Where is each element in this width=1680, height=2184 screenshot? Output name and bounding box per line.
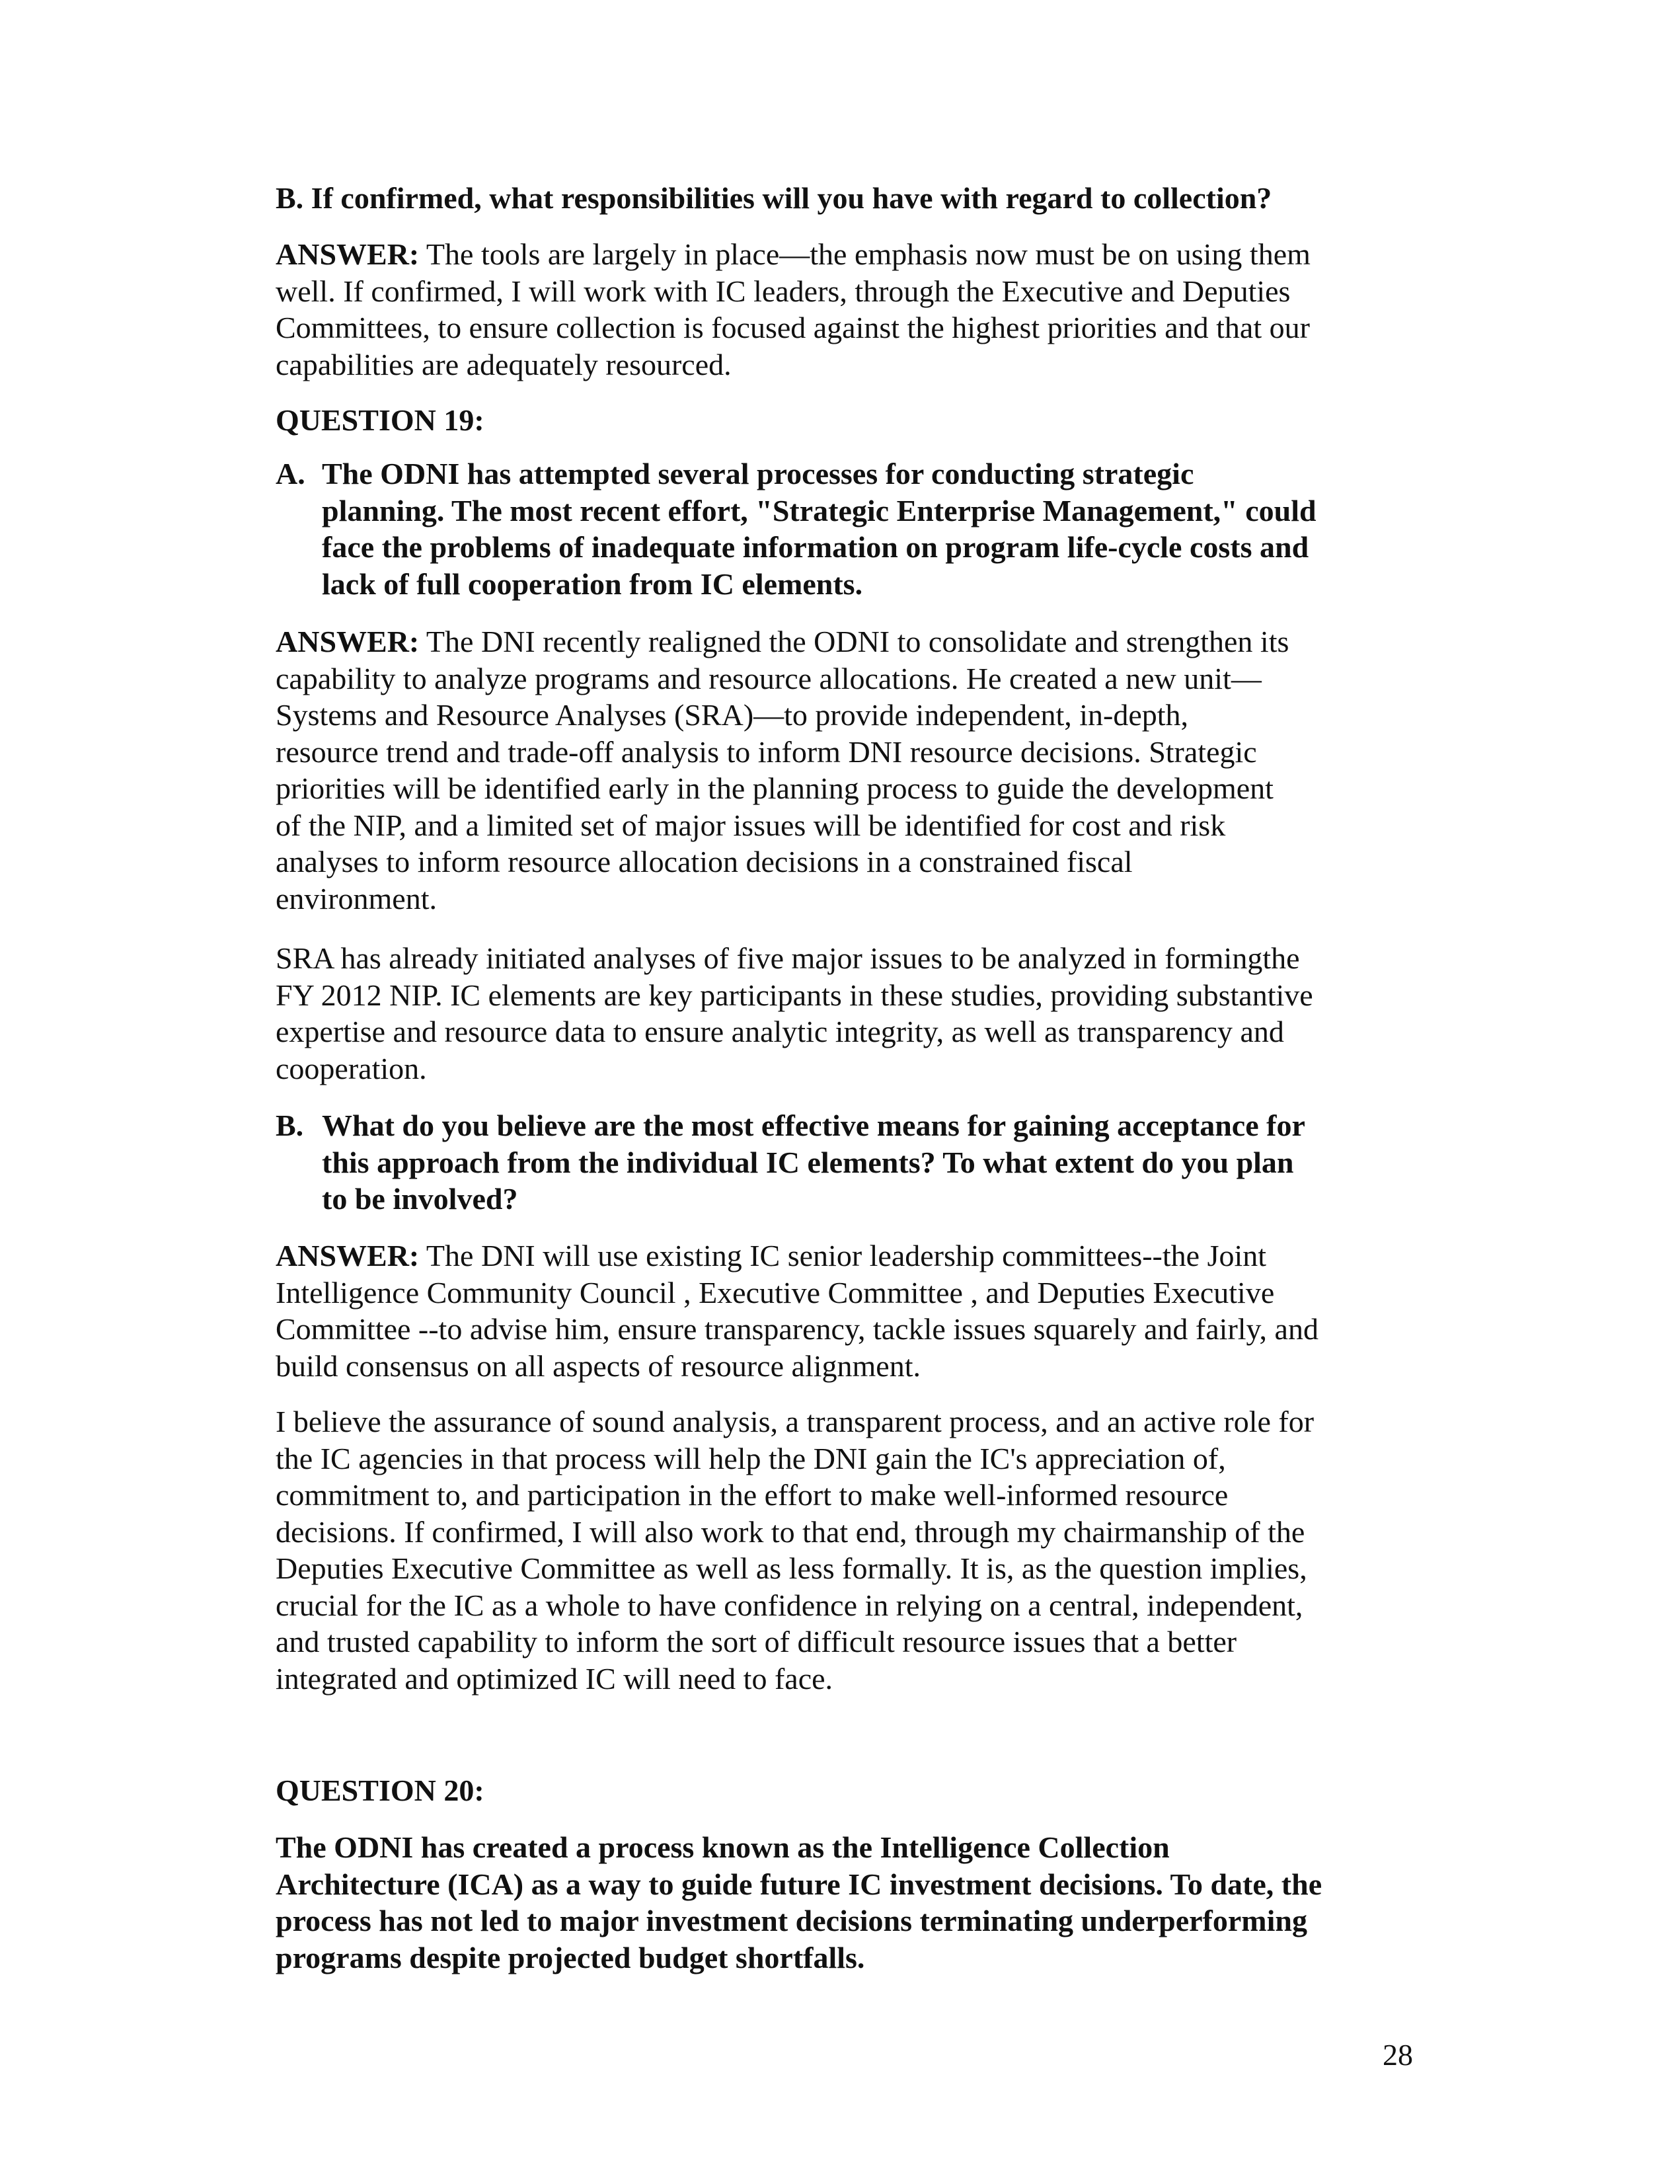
- answer-label: ANSWER:: [276, 1239, 420, 1272]
- q19a-answer-paragraph-2: SRA has already initiated analyses of five major issues to be analyzed in formingthe FY 2012 NIP. IC elements are key participants in these studies, providing substantive expertise and resource data to ensure analytic integrity, as well as transparency and cooperation.: [276, 941, 1313, 1085]
- answer-label: ANSWER:: [276, 625, 420, 658]
- q19b-answer: ANSWER: The DNI will use existing IC senior leadership committees--the Joint Intelligence Community Council , Executive Committee , and Deputies Executive Committee --to advise him, ensure transparency, tackle issues squarely and fairly, and build consensus on all aspects of resource alignment.: [276, 1239, 1318, 1383]
- page-number: 28: [1383, 2038, 1413, 2072]
- question-20-heading: QUESTION 20:: [276, 1774, 484, 1807]
- q18b-question: B. If confirmed, what responsibilities will you have with regard to collection?: [276, 181, 1272, 215]
- q19b-question: B. What do you believe are the most effective means for gaining acceptance for this approach from the individual IC elements? To what extent do you plan to be involved?: [276, 1109, 1305, 1216]
- q20-question: The ODNI has created a process known as the Intelligence Collection Architecture (ICA) as a way to guide future IC investment decisions. To date, the process has not led to major investment decisions terminating underperforming programs despite projected budget shortfalls.: [276, 1830, 1322, 1974]
- answer-label: ANSWER:: [276, 237, 420, 271]
- question-19-heading: QUESTION 19:: [276, 403, 484, 437]
- q19a-question: A. The ODNI has attempted several processes for conducting strategic planning. The most recent effort, "Strategic Enterprise Management," could face the problems of inadequate information on program life-cycle costs and lack of full cooperation from IC elements.: [276, 457, 1317, 601]
- q19b-answer-paragraph-2: I believe the assurance of sound analysis, a transparent process, and an active role for the IC agencies in that process will help the DNI gain the IC's appreciation of, commitment to, and participation in the effort to make well-informed resource decisions. If confirmed, I will also work to that end, through my chairmanship of the Deputies Executive Committee as well as less formally. It is, as the question implies, crucial for the IC as a whole to have confidence in relying on a central, independent, and trusted capability to inform the sort of difficult resource issues that a better integrated and optimized IC will need to face.: [276, 1405, 1315, 1696]
- q19a-answer: ANSWER: The DNI recently realigned the ODNI to consolidate and strengthen its capability to analyze programs and resource allocations. He created a new unit— Systems and Resource Analyses (SRA)—to provide independent, in-depth, resource trend and trade-off analysis to inform DNI resource decisions. Strategic priorities will be identified early in the planning process to guide the development of the NIP, and a limited set of major issues will be identified for cost and risk analyses to inform resource allocation decisions in a constrained fiscal environment.: [276, 625, 1289, 916]
- q18b-answer: ANSWER: The tools are largely in place—the emphasis now must be on using them well. If confirmed, I will work with IC leaders, through the Executive and Deputies Committees, to ensure collection is focused against the highest priorities and that our capabilities are adequately resourced.: [276, 237, 1311, 381]
